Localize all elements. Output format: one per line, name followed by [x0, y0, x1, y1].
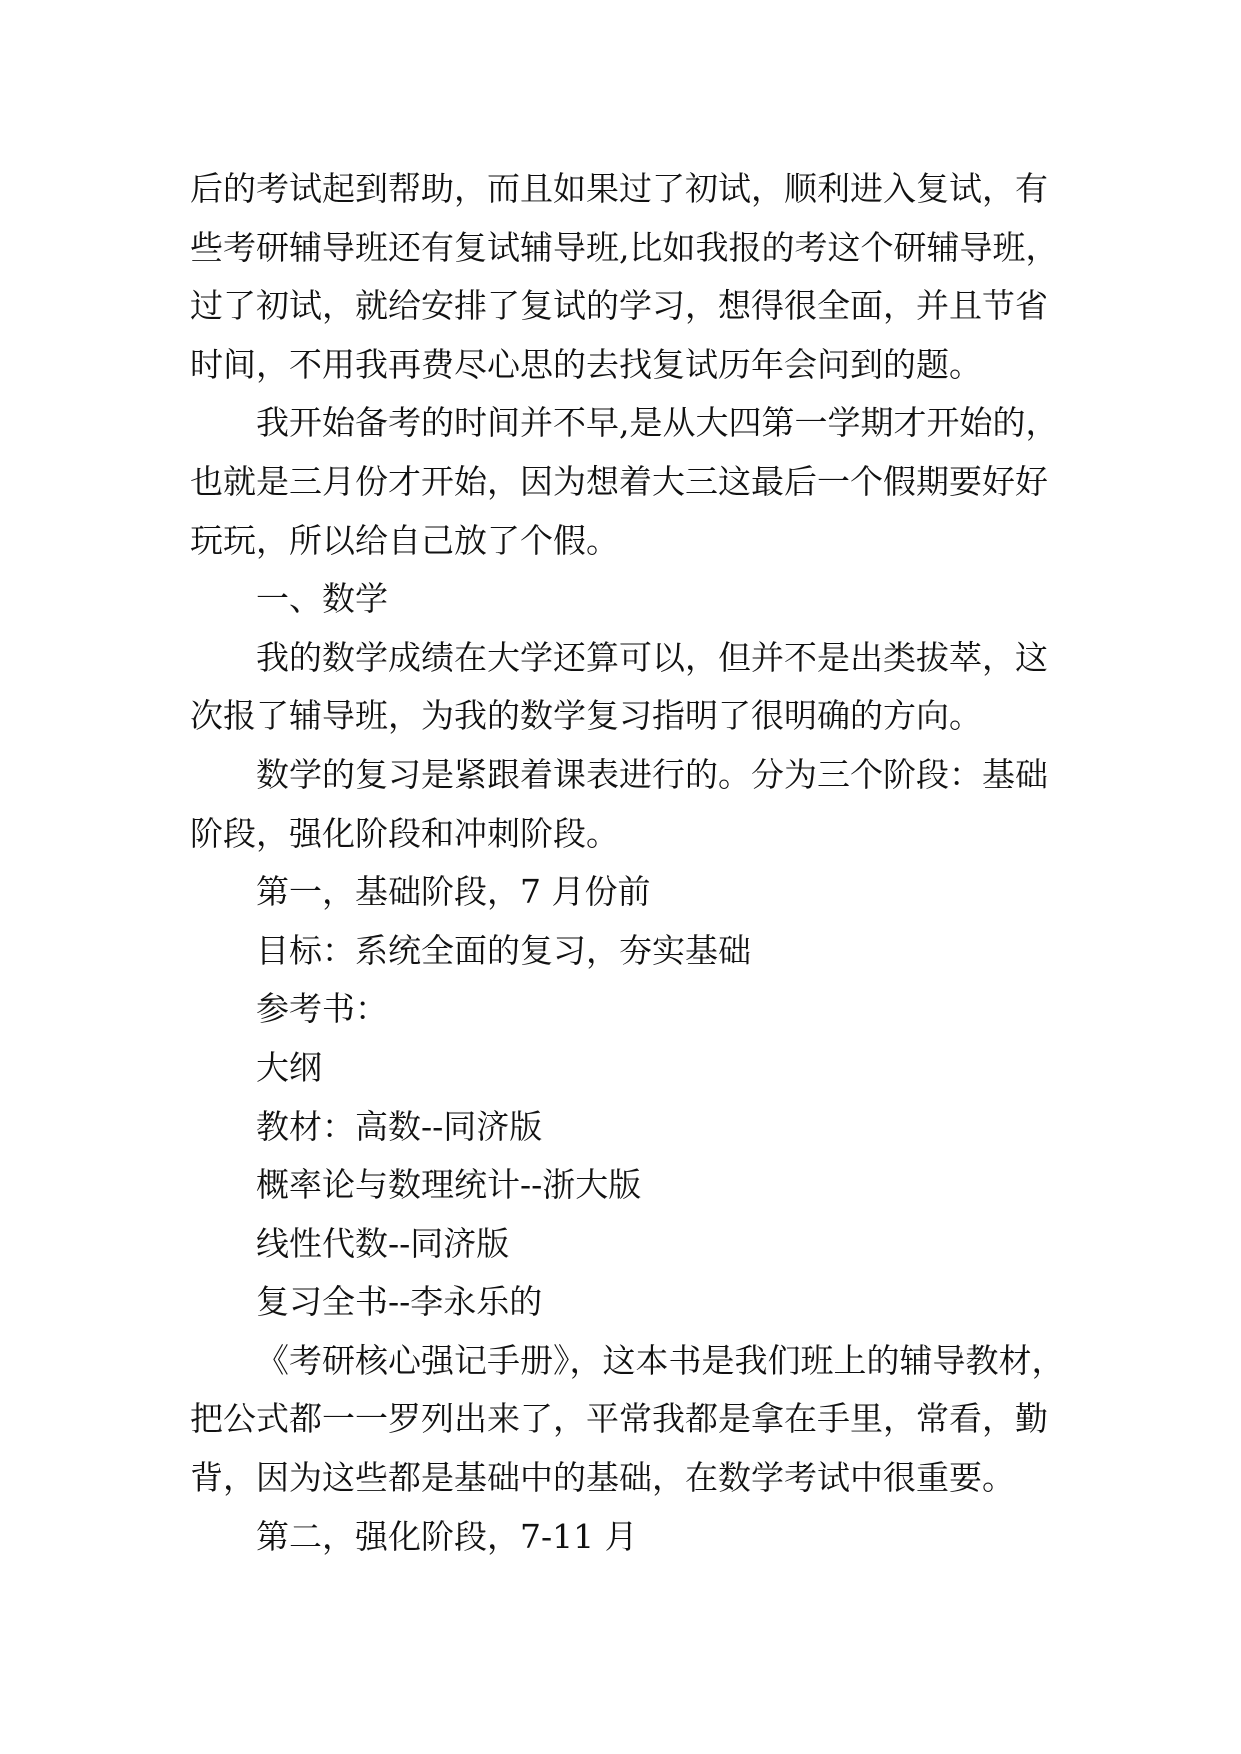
reference-item: 概率论与数理统计--浙大版: [256, 1165, 642, 1205]
text-line: 也就是三月份才开始，因为想着大三这最后一个假期要好好: [190, 461, 1048, 501]
goal-line: 目标：系统全面的复习，夯实基础: [256, 930, 751, 970]
paragraph-first-line: 《考研核心强记手册》，这本书是我们班上的辅导教材，: [256, 1340, 1065, 1380]
reference-item: 教材：高数--同济版: [256, 1106, 543, 1146]
text-line: 时间，不用我再费尽心思的去找复试历年会问到的题。: [190, 344, 982, 384]
text-line: 些考研辅导班还有复试辅导班,比如我报的考这个研辅导班，: [190, 227, 1059, 267]
text-line: 把公式都一一罗列出来了，平常我都是拿在手里，常看，勤: [190, 1399, 1048, 1439]
reference-item: 大纲: [256, 1047, 322, 1087]
paragraph-first-line: 我的数学成绩在大学还算可以，但并不是出类拔萃，这: [256, 637, 1048, 677]
reference-item: 线性代数--同济版: [256, 1223, 510, 1263]
reference-label: 参考书：: [256, 989, 388, 1029]
reference-item: 复习全书--李永乐的: [256, 1282, 543, 1322]
stage-heading: 第二，强化阶段，7-11 月: [256, 1516, 638, 1556]
paragraph-first-line: 我开始备考的时间并不早,是从大四第一学期才开始的，: [256, 403, 1059, 443]
text-line: 阶段，强化阶段和冲刺阶段。: [190, 813, 619, 853]
paragraph-first-line: 数学的复习是紧跟着课表进行的。分为三个阶段：基础: [256, 754, 1048, 794]
document-body: [190, 160, 1090, 1566]
text-line: 过了初试，就给安排了复试的学习，想得很全面，并且节省: [190, 286, 1048, 326]
text-line: 玩玩，所以给自己放了个假。: [190, 520, 619, 560]
text-line: 后的考试起到帮助，而且如果过了初试，顺利进入复试，有: [190, 169, 1048, 208]
section-heading: 一、数学: [256, 579, 388, 619]
text-line: 次报了辅导班，为我的数学复习指明了很明确的方向。: [190, 696, 982, 736]
text-line: 背，因为这些都是基础中的基础，在数学考试中很重要。: [190, 1458, 1015, 1498]
stage-heading: 第一，基础阶段，7 月份前: [256, 872, 651, 912]
